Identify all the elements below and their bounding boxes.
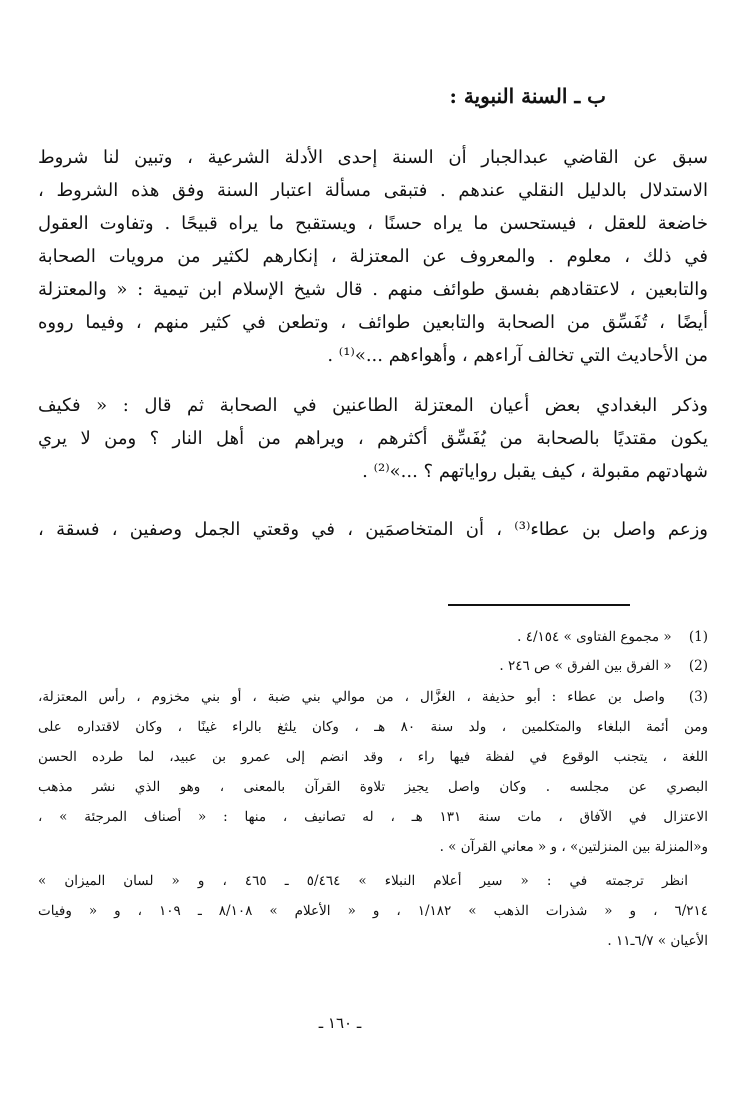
- page-number: ـ ١٦٠ ـ: [318, 1014, 362, 1032]
- footnote-text: واصل بن عطاء : أبو حذيفة ، الغزَّال ، من موالي بني ضبة ، أو بني مخزوم ، رأس المعتزلة،: [38, 689, 665, 705]
- reference-line: انظر ترجمته في : « سير أعلام النبلاء » ٥/٤٦٤ ـ ٤٦٥ ، و « لسان الميزان »: [38, 873, 688, 889]
- footnote-number: (2): [688, 658, 708, 674]
- footnote-separator: [448, 604, 630, 606]
- body-line: والتابعين ، لاعتقادهم بفسق طوائف منهم . قال شيخ الإسلام ابن تيمية : « والمعتزلة: [38, 279, 708, 300]
- body-line: وذكر البغدادي بعض أعيان المعتزلة الطاعنين في الصحابة ثم قال : « فكيف: [38, 395, 708, 416]
- body-line: سبق عن القاضي عبدالجبار أن السنة إحدى الأدلة الشرعية ، وتبين لنا شروط: [38, 147, 708, 168]
- body-line: شهادتهم مقبولة ، كيف يقبل رواياتهم ؟ ...»⁽²⁾ .: [362, 461, 708, 482]
- footnote-line: الاعتزال في الآفاق ، مات سنة ١٣١ هـ ، له تصانيف ، منها : « أصناف المرجئة » ،: [38, 809, 708, 825]
- footnote-line: و«المنزلة بين المنزلتين» ، و « معاني القرآن » .: [439, 839, 708, 855]
- body-line: خاضعة للعقل ، فيستحسن ما يراه حسنًا ، ويستقبح ما يراه قبيحًا . وتفاوت العقول: [38, 213, 708, 234]
- footnote-text: « مجموع الفتاوى » ٤/١٥٤ .: [517, 629, 672, 645]
- footnote: [38, 626, 708, 648]
- section-heading: ب ـ السنة النبوية :: [449, 84, 606, 108]
- footnote-text: « الفرق بين الفرق » ص ٢٤٦ .: [499, 658, 672, 674]
- body-line: وزعم واصل بن عطاء⁽³⁾ ، أن المتخاصمَين ، في وقعتي الجمل وصفين ، فسقة ،: [38, 519, 708, 540]
- body-line: من الأحاديث التي تخالف آراءهم ، وأهواءهم ...»⁽¹⁾ .: [327, 345, 708, 366]
- body-line: الاستدلال بالدليل النقلي عندهم . فتبقى مسألة اعتبار السنة وفق هذه الشروط ،: [38, 180, 708, 201]
- body-line: يكون مقتديًا بالصحابة من يُفَسِّق أكثرهم ، ويراهم من أهل النار ؟ ومن لا يري: [38, 428, 708, 449]
- footnote-line: اللغة ، يتجنب الوقوع في لفظة فيها راء ، وقد انضم إلى عمرو بن عبيد، لما طرده الحسن: [38, 749, 708, 765]
- reference-line: الأعيان » ٦/٧ـ١١ .: [607, 933, 708, 949]
- reference-line: ٦/٢١٤ ، و « شذرات الذهب » ١/١٨٢ ، و « الأعلام » ٨/١٠٨ ـ ١٠٩ ، و « وفيات: [38, 903, 708, 919]
- body-line: أيضًا ، تُفَسِّق من الصحابة والتابعين طوائف ، وتطعن في كثير منهم ، وفيما رووه: [38, 312, 708, 333]
- footnote-line: ومن أئمة البلغاء والمتكلمين ، ولد سنة ٨٠ هـ ، وكان يلثغ بالراء غينًا ، وكان لاقتداره على: [38, 719, 708, 735]
- footnote: [38, 655, 708, 677]
- body-line: في ذلك ، معلوم . والمعروف عن المعتزلة ، إنكارهم لكثير من مرويات الصحابة: [38, 246, 708, 267]
- footnote-number: (3): [688, 689, 708, 705]
- footnote-number: (1): [688, 629, 708, 645]
- footnote-line: البصري عن مجلسه . وكان واصل يجيز تلاوة القرآن بالمعنى ، وهو الذي نشر مذهب: [38, 779, 708, 795]
- footnote: [38, 686, 708, 708]
